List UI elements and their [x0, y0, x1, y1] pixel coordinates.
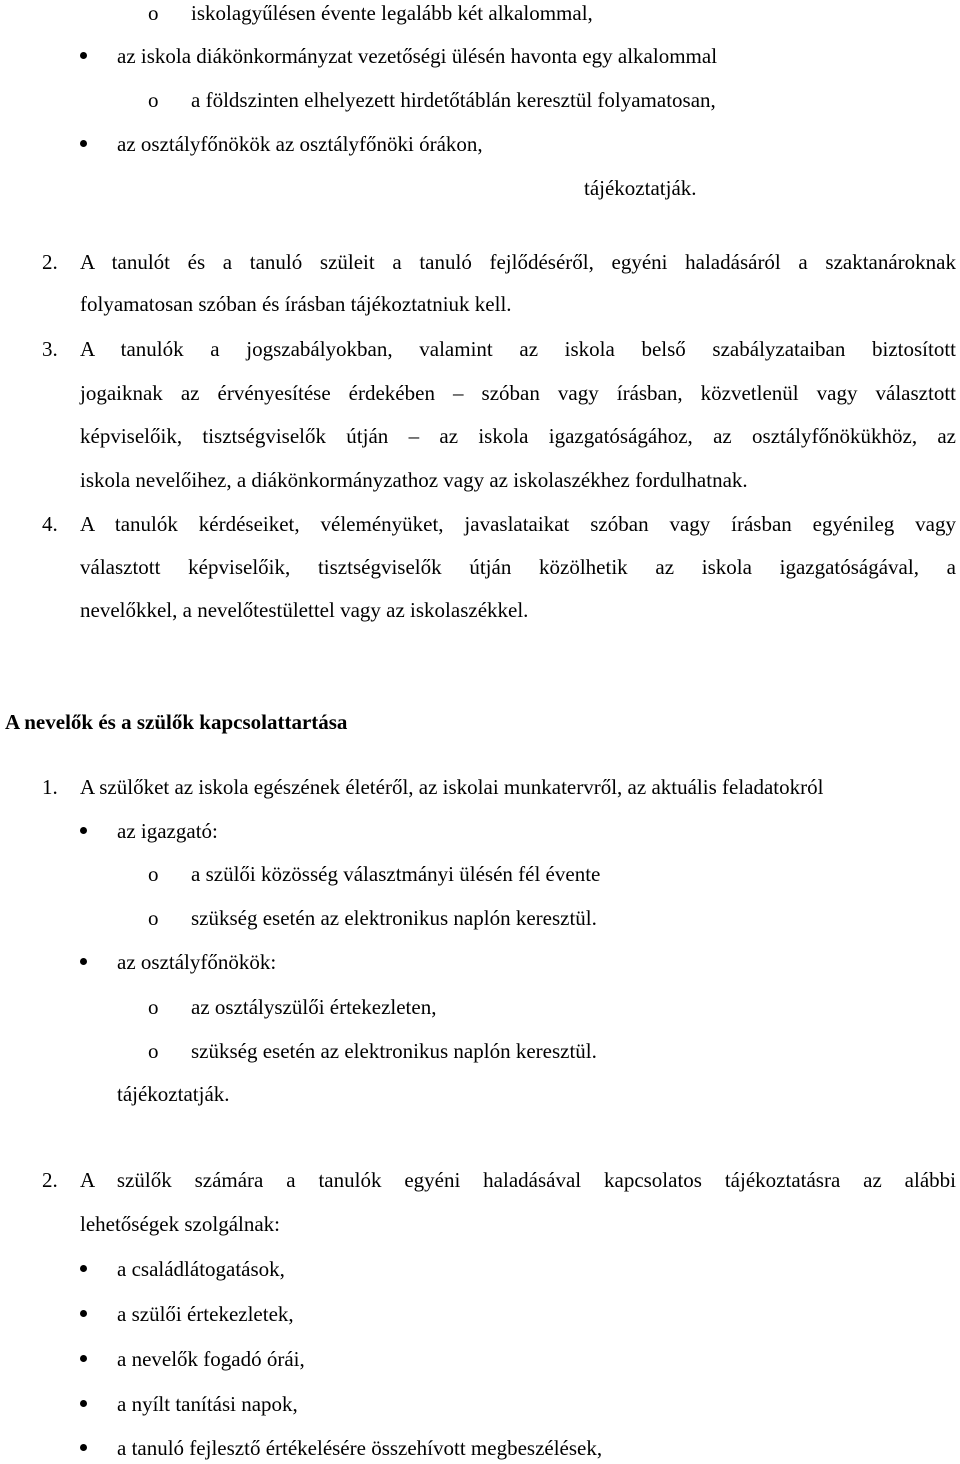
sub-list-item: szükség esetén az elektronikus naplón keresztül.	[191, 1039, 597, 1063]
bullet-dot	[80, 1400, 87, 1407]
item-number: 3.	[42, 337, 58, 361]
bullet-list-item: a nyílt tanítási napok,	[117, 1392, 298, 1416]
bullet-dot	[80, 827, 87, 834]
sub-list-item: az osztályszülői értekezleten,	[191, 995, 437, 1019]
section-heading: A nevelők és a szülők kapcsolattartása	[5, 710, 348, 734]
bullet-list-item: a nevelők fogadó órái,	[117, 1347, 305, 1371]
sub-bullet-marker: o	[148, 862, 159, 886]
paragraph-line: nevelőkkel, a nevelőtestülettel vagy az iskolaszékkel.	[80, 598, 529, 622]
bullet-list-item: az osztályfőnökök:	[117, 950, 277, 974]
bullet-list-item: az iskola diákönkormányzat vezetőségi ülésén havonta egy alkalommal	[117, 44, 718, 68]
paragraph-line: A tanulók kérdéseiket, véleményüket, javaslataikat szóban vagy írásban egyénileg vagy	[80, 512, 956, 536]
paragraph-line: A szülőket az iskola egészének életéről, az iskolai munkatervről, az aktuális feladatokról	[80, 775, 824, 799]
sub-bullet-marker: o	[148, 1, 159, 25]
paragraph-line: képviselőik, tisztségviselők útján – az iskola igazgatóságához, az osztályfőnökükhöz, az	[80, 424, 956, 448]
bullet-dot	[80, 1444, 87, 1451]
paragraph-line: A tanulót és a tanuló szüleit a tanuló fejlődéséről, egyéni haladásáról a szaktanároknak	[80, 250, 956, 274]
bullet-list-item: a szülői értekezletek,	[117, 1302, 294, 1326]
sub-bullet-marker: o	[148, 906, 159, 930]
item-number: 1.	[42, 775, 58, 799]
bullet-dot	[80, 1355, 87, 1362]
bullet-dot	[80, 140, 87, 147]
sub-bullet-marker: o	[148, 995, 159, 1019]
bullet-dot	[80, 52, 87, 59]
paragraph-line: jogaiknak az érvényesítése érdekében – szóban vagy írásban, közvetlenül vagy választott	[80, 381, 956, 405]
sub-bullet-marker: o	[148, 88, 159, 112]
paragraph-line: iskola nevelőihez, a diákönkormányzathoz vagy az iskolaszékhez fordulhatnak.	[80, 468, 748, 492]
item-number: 2.	[42, 1168, 58, 1192]
sub-bullet-marker: o	[148, 1039, 159, 1063]
bullet-dot	[80, 1310, 87, 1317]
paragraph-line: lehetőségek szolgálnak:	[80, 1212, 281, 1236]
item-number: 4.	[42, 512, 58, 536]
bullet-list-item: a tanuló fejlesztő értékelésére összehívott megbeszélések,	[117, 1436, 603, 1460]
bullet-dot	[80, 1265, 87, 1272]
bullet-list-item: a családlátogatások,	[117, 1257, 285, 1281]
sub-list-item: szükség esetén az elektronikus naplón keresztül.	[191, 906, 597, 930]
paragraph-line: folyamatosan szóban és írásban tájékoztatniuk kell.	[80, 292, 512, 316]
closing-text: tájékoztatják.	[584, 176, 697, 200]
bullet-list-item: az osztályfőnökök az osztályfőnöki órákon,	[117, 132, 483, 156]
bullet-list-item: az igazgató:	[117, 819, 218, 843]
paragraph-line: választott képviselőik, tisztségviselők útján közölhetik az iskola igazgatóságával, a	[80, 555, 956, 579]
sub-list-item: iskolagyűlésen évente legalább két alkalommal,	[191, 1, 593, 25]
sub-list-item: a földszinten elhelyezett hirdetőtáblán keresztül folyamatosan,	[191, 88, 716, 112]
paragraph-line: A tanulók a jogszabályokban, valamint az iskola belső szabályzataiban biztosított	[80, 337, 956, 361]
closing-text: tájékoztatják.	[117, 1082, 230, 1106]
sub-list-item: a szülői közösség választmányi ülésén fél évente	[191, 862, 601, 886]
bullet-dot	[80, 958, 87, 965]
item-number: 2.	[42, 250, 58, 274]
paragraph-line: A szülők számára a tanulók egyéni haladásával kapcsolatos tájékoztatásra az alábbi	[80, 1168, 956, 1192]
